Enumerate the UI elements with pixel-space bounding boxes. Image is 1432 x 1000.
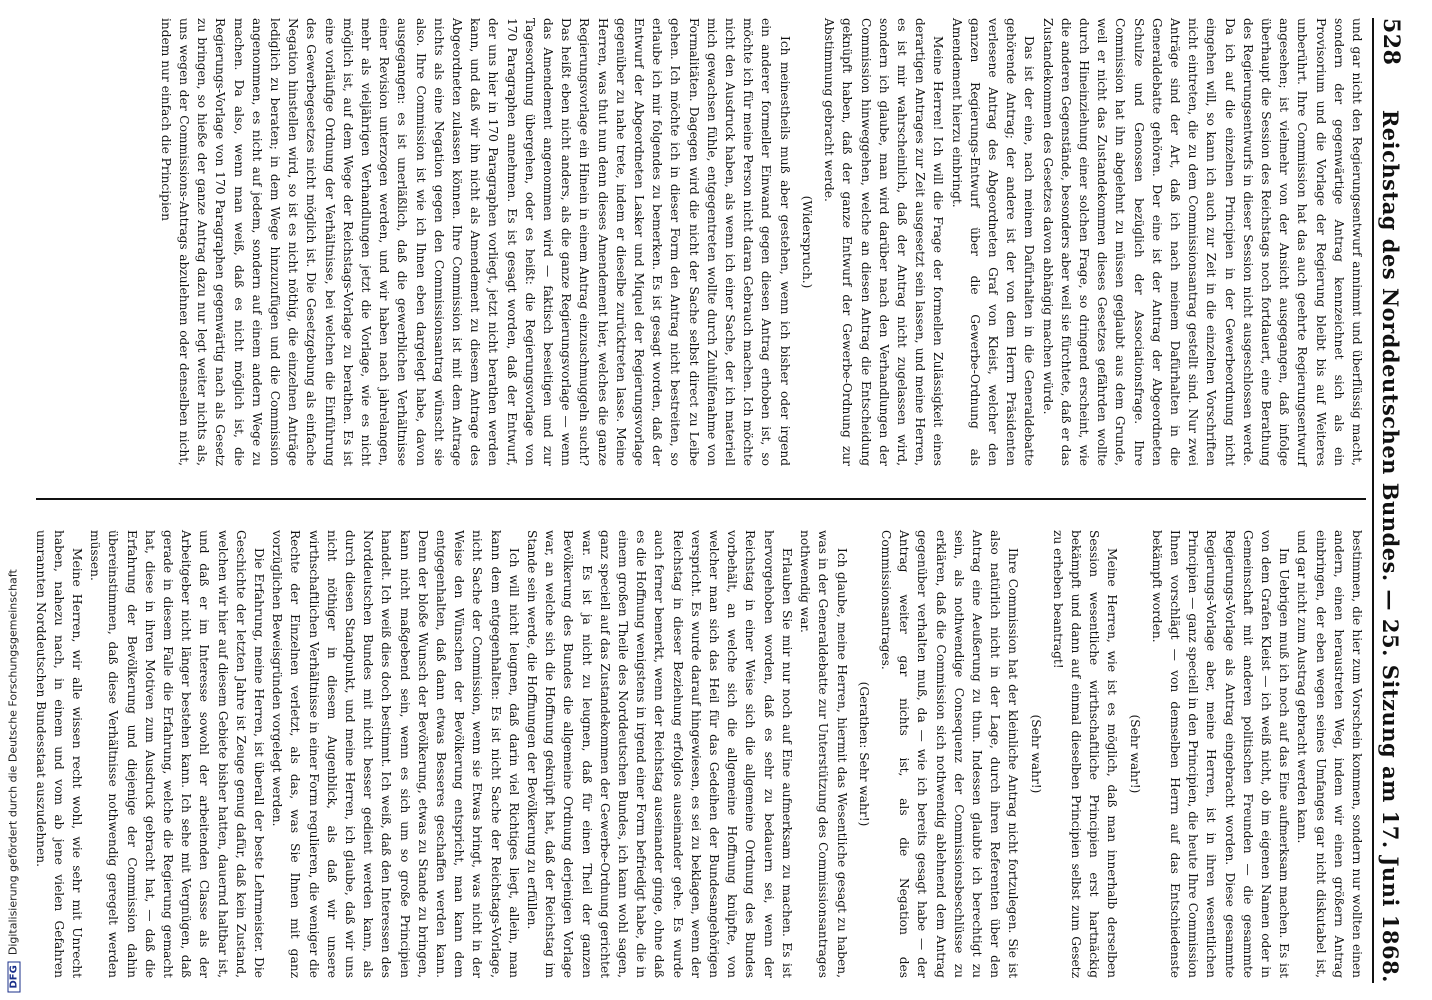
column-divider <box>36 498 1366 500</box>
dfg-logo-icon: DFG <box>7 961 20 992</box>
paragraph: bestimmen, die hier zum Vorschein kommen, sondern nur wollten einen andern, einen heraustreten Weg, indem wir einen größern Antrag einbringen, der eben wegen seines Umfanges gar nicht diskutabel ist, und gar nicht zum Austrag gebracht werden kann. <box>1295 530 1364 978</box>
paragraph: Erlauben Sie mir nur noch auf Eine aufmerksam zu machen. Es ist hervorgehoben worden, daß es sehr zu bedauern sei, wenn der Reichstag in einer Weise sich die allgemeine Ordnung des Bundes vorbehält, an welche sich die allgemeine Hoffnung knüpfte, von welcher man sich das Heil für das Gedeihen der Bundesangehörigen verspricht. Es wurde darauf hingewiesen, es sei zu beklagen, wenn der Reichstag in dieser Beziehung erfolglos auseinander gehe. Es wurde auch ferner bemerkt, wenn der Reichstag auseinander ginge, ohne daß es die Hoffnung wenigstens in irgend einer Form befriedigt habe, die in einem großen Theile des Norddeutschen Bundes, ich kann wohl sagen, ganz speciell auf das Zustandekommen der Gewerbe-Ordnung gerichtet war. Es ist ja nicht zu leugnen, daß für einen Theil der ganzen Bevölkerung des Bundes die allgemeine Ordnung derjenigen Vorlage war, an welche sich die Hoffnung geknüpft hat, daß der Reichstag im Stande sein werde, die Hoffnungen der Bevölkerung zu erfüllen. <box>525 530 794 978</box>
interjection: (Widerspruch.) <box>799 195 814 289</box>
paragraph: Meine Herren, wir alle wissen recht wohl, wie sehr mit Unrecht haben, nahezu nach, in einem und vom ab jene vielen Gefahren umrannten Norddeutschen Bundesstaat auszudehnen. <box>33 530 84 978</box>
paragraph: und gar nicht den Regierungsentwurf annimmt und überflüssig macht, sondern der gegenwärtige Antrag kennzeichnet sich als ein Provisorium und die Vorlage der Regierung bleibt bis auf Weiteres unberührt. Ihre Commission hat das auch geehrte Regierungsentwurf angesehen; ist vielmehr von der Ansicht ausgegangen, daß infolge überhaupt die Session des Reichstags noch fortdauert, eine Berathung des Regierungsentwurfs in dieser Session nicht ausgeschlossen werde. Da ich auf die einzelnen Principien in der Gewerbeordnung nicht eingehen will, so kann ich auch zur Zeit in die einzelnen Vorschriften nicht eintreten, die zu dem Commissionsantrag gestellt sind. Nur zwei Anträge sind der Art, daß ich nach meinem Dafürhalten in die Generaldebatte gehören. Der eine ist der Antrag der Abgeordneten Schulze und Genossen bezüglich der Associationsfrage. Ihre Commission hat ihn abgelehnt zu müssen geglaubt aus dem Grunde, weil er nicht das Zustandekommen dieses Gesetzes gefährden wollte durch Hineinziehung einer solchen Frage, so dringend erscheint, wie die anderen Gegenstände, besonders aber weil sie fürchtete, daß er das Zustandekommen des Gesetzes davon abhängig machen würde. <box>1040 18 1364 466</box>
paragraph: Das ist der eine, nach meinem Dafürhalten in die Generaldebatte gehörende Antrag; der andere ist der von dem Herrn Präsidenten verlesene Antrag des Abgeordneten Graf von Kleist, welcher den ganzen Regierungs-Entwurf über die Gewerbe-Ordnung als Amendement hierzu einbringt. <box>949 18 1037 466</box>
page-header <box>1372 18 1408 983</box>
paragraph: Ihre Commission hat der kleinliche Antrag nicht fortzulegen. Sie ist also natürlich nicht in der Lage, durch ihren Referenten über den Antrag eine Aeußerung zu thun. Indessen glaubte ich berechtigt zu sein, als nothwendige Consequenz der Commissionsbeschlüsse zu erklären, daß die Commission sich nothwendig ablehnend dem Antrag gegenüber verhalten muß, da — wie ich bereits gesagt habe — der Antrag weiter gar nichts ist, als die Negation des Commissionsantrages. <box>878 530 1021 978</box>
digitization-text: Digitalisierung gefördert durch die Deutsche Forschungsgemeinschaft <box>6 568 20 955</box>
text-column-left <box>36 18 1366 466</box>
interjection: (Sehr wahr!) <box>1028 714 1043 794</box>
digitization-note <box>7 569 21 992</box>
digitization-sidebar <box>0 0 26 1000</box>
page-number: 528 <box>1378 18 1404 66</box>
paragraph: Meine Herren! Ich will die Frage der formellen Zulässigkeit eines derartigen Antrages zur Zeit ausgesetzt sein lassen, und meine Herren, es ist mir wahrscheinlich, daß der Antrag nicht zugelassen wird, sondern ich glaube, man wird darüber nach den Verhandlungen der Commission hinweggehen, welche an diesen Antrag die Entscheidung geknüpft haben, daß der ganze Entwurf der Gewerbe-Ordnung zur Abstimmung gebracht werde. <box>822 18 946 466</box>
paragraph: Meine Herren, wie ist es möglich, daß man innerhalb derselben Session wesentliche wirthschaftliche Principien erst hartnäckig bekämpft und dann auf einmal dieselben Principien selbst zum Gesetz zu erheben beantragt! <box>1050 530 1120 978</box>
paragraph: Die Erfahrung, meine Herren, ist überall der beste Lehrmeister. Die Geschichte der letzten Jahre ist Zeuge genug dafür, daß kein Zustand, welchen wir hier auf diesem Gebiete bisher hatten, dauernd haltbar ist, und daß er im Interesse sowohl der arbeitenden Classe als der Arbeitgeber nicht länger bestehen kann. Ich sehe mit Vergnügen, daß gerade in diesem Falle die Erfahrung, welche die Regierung gemacht hat, diese in ihren Motiven zum Ausdruck gebracht hat, — daß die Erfahrung der Bevölkerung und diejenige der Commission dahin übereinstimmen, daß diese Verhältnisse nothwendig geregelt werden müssen. <box>88 530 267 978</box>
interjection: (Gerathen: Sehr wahr!) <box>856 681 871 827</box>
paragraph: Ich will nicht leugnen, daß darin viel Richtiges liegt, allein, man kann dem entgegenhalten: Es ist nicht Sache der Reichstags-Vorlage, nicht Sache der Commission, wenn sie Etwas bringt, was nicht in der Weise den Wünschen der Bevölkerung entspricht, man kann dem entgegenhalten, daß dann etwas Besseres geschaffen werden kann. Denn der bloße Wunsch der Bevölkerung, etwas zu Stande zu bringen, kann nicht maßgebend sein, wenn es sich um so große Principien handelt. Ich weiß dies doch bestimmt. Ich weiß, daß den Interessen des Norddeutschen Bundes mit nicht besser gedient werden kann, als durch diesen Standpunkt, und meine Herren, ich glaube, daß wir uns nicht nöthiger in diesem Augenblick, als daß wir unsere wirthschaftlichen Verhältnisse in einer Form regulieren, die weniger die Rechte der Einzelnen verletzt, als das, was Sie Ihnen mit ganz vorzüglichen Beweisgründen vorgelegt werden. <box>270 530 521 978</box>
page-title: Reichstag des Norddeutschen Bundes. — 25. Sitzung am 17. Juni 1868. <box>1378 109 1404 983</box>
paragraph: Ich glaube, meine Herren, hiermit das Wesentliche gesagt zu haben, was in der Generaldebatte zur Unterstützung des Commissionsantrages nothwendig war. <box>798 530 849 978</box>
interjection: (Sehr wahr!) <box>1127 714 1142 794</box>
paragraph: Im Uebrigen muß ich noch auf das Eine aufmerksam machen. Es ist von dem Grafen Kleist — ich weiß nicht, ob im eigenen Namen oder in Gemeinschaft mit anderen politischen Freunden — die gesammte Regierungs-Vorlage als Antrag eingebracht worden. Diese gesammte Regierungs-Vorlage aber, meine Herren, ist in ihren wesentlichen Principien — ganz speciell in den Principien, die heute Ihre Commission Ihnen vorschlägt — von demselben Herrn auf das Entschiedenste bekämpft worden. <box>1149 530 1292 978</box>
paragraph: Ich meinestheils muß aber gestehen, wenn ich bisher oder irgend ein anderer formeller Einwand gegen diesen Antrag erhoben ist, so möchte ich für meine Person nicht daran Gebrauch machen. Ich möchte nicht den Ausdruck haben, als wenn ich einer Sache, der ich materiell mich gewachsen fühle, entgegentreten wollte durch Zuhülfenahme von Formalitäten. Dagegen wird die nicht der Sache selbst direct zu Leibe gehen. Ich möchte ich in dieser Form den Antrag nicht bestreiten, so erlaube ich mir folgendes zu bemerken. Es ist gesagt worden, daß der Entwurf der Abgeordneten Lasker und Miquel der Regierungsvorlage gegenüber zu nahe trete, indem er dieselbe zurücktreten lasse. Meine Herren, was thut nun denn dieses Amendement hier, welches die ganze Regierungsvorlage ein Hinein in einem Antrag einzuschmuggeln sucht? Das heißt eben nicht anders, als die ganze Regierungsvorlage — wenn das Amendement angenommen wird — faktisch beseitigen und zur Tagesordnung übergehen, oder es heißt: die Regierungsvorlage von 170 Paragraphen annehmen. Es ist gesagt worden, daß der Entwurf, der uns hier in 170 Paragraphen vorliegt, jetzt nicht berathen werden kann, und daß wir ihn nicht als Amendement zu diesem Antrage des Abgeordneten zulassen können. Ihre Commission ist mit dem Antrage nichts als eine Negation gegen den Commissionsantrag wünscht sie also. Ihre Commission ist wie ich Ihnen eben dargelegt habe, davon ausgegangen: es ist unerläßlich, daß die gewerblichen Verhältnisse einer Revision unterzogen werden, und wir haben nach jahrelangen, mehr als vieljährigen Verhandlungen jetzt die Vorlage, wie es nicht möglich ist, auf dem Wege der Reichstags-Vorlage zu berathen. Es ist eine vorläufige Ordnung der Verhältnisse, bei welchen die Einführung des Gewerbegesetzes nicht möglich ist. Die Gesetzgebung als einfache Negation hinstellen wird, so ist es nicht nöthig, die einzelnen Anträge lediglich zu beraten; in dem Wege hinzuzufügen und die Commission angenommen, es nicht auf jedem, sondern auf einem andern Wege zu machen. Da also, wenn man weiß, daß es nicht möglich ist, die Regierungs-Vorlage von 170 Paragraphen gegenwärtig nach als Gesetz zu bringen, so hieße der ganze Antrag dazu nur legt weiter nichts als, uns wegen der Commissions-Antrags abzulehnen oder denselben nicht, indem nur einfach die Principien <box>158 18 792 466</box>
text-column-right <box>33 530 1366 978</box>
